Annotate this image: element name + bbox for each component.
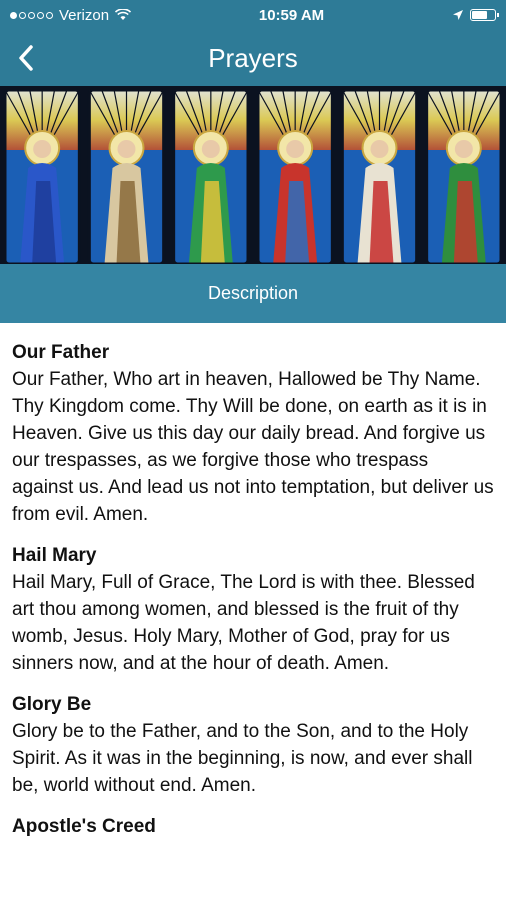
nav-bar [0, 30, 506, 86]
battery-level [472, 11, 487, 19]
status-time: 10:59 AM [258, 6, 325, 24]
prayer-list [0, 323, 506, 840]
prayer-item [12, 339, 494, 528]
battery-icon [470, 9, 496, 21]
prayer-title: Hail Mary [12, 545, 97, 566]
tab-description-label: Description [207, 283, 299, 303]
status-right [452, 9, 496, 21]
tab-description[interactable] [0, 264, 506, 323]
signal-strength-icon [10, 12, 53, 19]
prayer-item [12, 542, 494, 677]
back-button[interactable] [18, 38, 58, 78]
status-left [10, 7, 131, 24]
prayer-title: Glory Be [12, 694, 92, 715]
page-title: Prayers [208, 42, 298, 73]
stained-glass-banner-image [0, 86, 506, 264]
prayer-item [12, 691, 494, 799]
prayer-text: Glory be to the Father, and to the Son, and to the Holy Spirit. As it was in the beginning, is now, and ever shall be, world without end. Amen. [12, 721, 473, 796]
wifi-icon [115, 9, 131, 21]
chevron-left-icon [18, 44, 34, 72]
status-bar [0, 0, 506, 30]
prayer-text: Our Father, Who art in heaven, Hallowed be Thy Name. Thy Kingdom come. Thy Will be done, on earth as it is in Heaven. Give us this day our daily bread. And forgive us our trespasses, as we forgive those who trespass against us. And lead us not into temptation, but deliver us from evil. Amen. [12, 369, 494, 525]
prayer-text: Hail Mary, Full of Grace, The Lord is with thee. Blessed art thou among women, and blessed is the fruit of thy womb, Jesus. Holy Mary, Mother of God, pray for us sinners now, and at the hour of death. Amen. [12, 572, 475, 674]
prayer-title: Apostle's Creed [12, 816, 156, 837]
carrier-label: Verizon [59, 6, 110, 24]
prayer-title: Our Father [12, 342, 110, 363]
location-arrow-icon [452, 9, 464, 21]
prayer-item [12, 813, 494, 840]
